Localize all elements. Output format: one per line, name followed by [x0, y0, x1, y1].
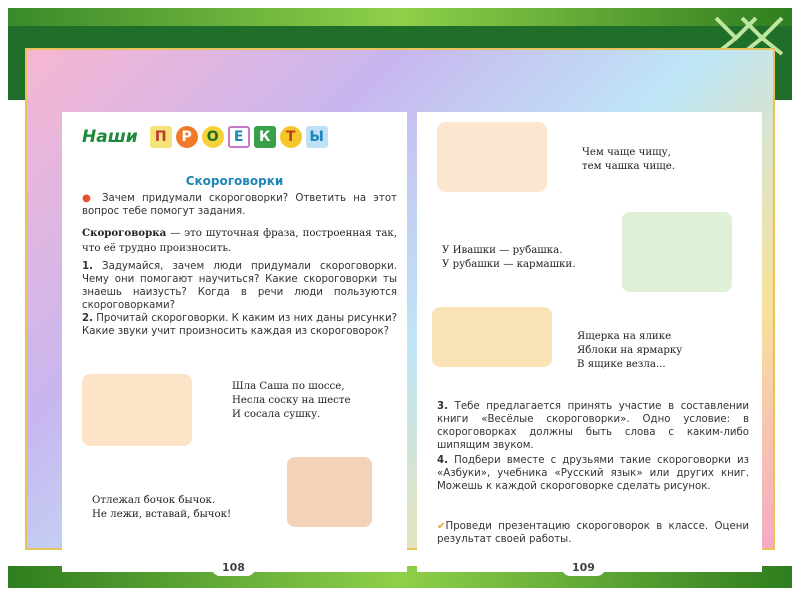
final-text: Проведи презентацию скороговорок в классе. Оцени результат своей работы. — [437, 521, 749, 545]
task-4 — [437, 454, 749, 493]
task-num: 4. — [437, 455, 448, 466]
title-letter: П — [150, 126, 172, 148]
task-num: 3. — [437, 401, 448, 412]
calf-illustration — [287, 457, 372, 527]
task-num: 2. — [82, 313, 93, 324]
rhyme-line: Отлежал бочок бычок. — [92, 495, 216, 506]
boat-illustration — [432, 307, 552, 367]
task-text: Подбери вместе с друзьями такие скороговорки из «Азбуки», учебника «Русский язык» или других книг. Можешь к каждой скороговорке сделать рисунок. — [437, 455, 749, 492]
definition — [82, 226, 397, 256]
task-text: Тебе предлагается принять участие в составлении книги «Весёлые скороговорки». Одно условие: в скороговорках должны быть слова с каким-либо шипящим звуком. — [437, 401, 749, 451]
page-number: 108 — [212, 559, 255, 576]
title-letter: Р — [176, 126, 198, 148]
page-number: 109 — [562, 559, 605, 576]
rhyme-4 — [442, 244, 575, 272]
rhyme-line: Яблоки на ярмарку — [577, 345, 683, 356]
rhyme-line: Шла Саша по шоссе, — [232, 381, 345, 392]
definition-term: Скороговорка — [82, 227, 167, 239]
definition-text: — это шуточная фраза, построенная так, что её трудно произносить. — [82, 228, 397, 254]
rhyme-5 — [577, 330, 682, 372]
final-task — [437, 520, 749, 546]
title-letter: О — [202, 126, 224, 148]
task-3 — [437, 400, 749, 452]
title-letter: Т — [280, 126, 302, 148]
heading: Скороговорки — [185, 174, 284, 188]
rhyme-line: У Ивашки — рубашка. — [442, 245, 563, 256]
title-letter: Ы — [306, 126, 328, 148]
textbook-spread — [25, 48, 775, 574]
title-word: Наши — [82, 127, 138, 147]
rhyme-line: У рубашки — кармашки. — [442, 259, 576, 270]
rhyme-1 — [232, 380, 351, 422]
page-right — [417, 112, 762, 572]
task-1 — [82, 260, 397, 312]
rhyme-line: И сосала сушку. — [232, 409, 321, 420]
page-left — [62, 112, 407, 572]
task-text: Задумайся, зачем люди придумали скороговорки. Чему они помогают научиться? Какие скороговорки ты знаешь наизусть? Когда в речи люди пользуются скороговорками? — [82, 261, 397, 311]
check-icon: ✔ — [437, 521, 446, 532]
rhyme-line: Не лежи, вставай, бычок! — [92, 509, 232, 520]
title-letter: Е — [228, 126, 250, 148]
task-num: 1. — [82, 261, 93, 272]
top-bar — [8, 8, 792, 26]
rhyme-line: Несла соску на шесте — [232, 395, 351, 406]
rhyme-line: В ящике везла... — [577, 359, 666, 370]
boy-illustration — [622, 212, 732, 292]
rhyme-line: Ящерка на ялике — [577, 331, 672, 342]
intro: ● Зачем придумали скороговорки? Ответить на этот вопрос тебе помогут задания. — [82, 193, 397, 217]
rhyme-2 — [92, 494, 231, 522]
title-letter: К — [254, 126, 276, 148]
rhyme-line: Чем чаще чищу, — [582, 147, 671, 158]
rhyme-line: тем чашка чище. — [582, 161, 676, 172]
girl-illustration — [82, 374, 192, 446]
intro-text: Зачем придумали скороговорки? Ответить на этот вопрос тебе помогут задания. — [82, 193, 397, 217]
section-title — [82, 126, 328, 148]
task-text: Прочитай скороговорки. К каким из них даны рисунки? Какие звуки учит произносить каждая из скороговорок? — [82, 313, 397, 337]
cup-illustration — [437, 122, 547, 192]
rhyme-3 — [582, 146, 675, 174]
task-2 — [82, 312, 397, 338]
